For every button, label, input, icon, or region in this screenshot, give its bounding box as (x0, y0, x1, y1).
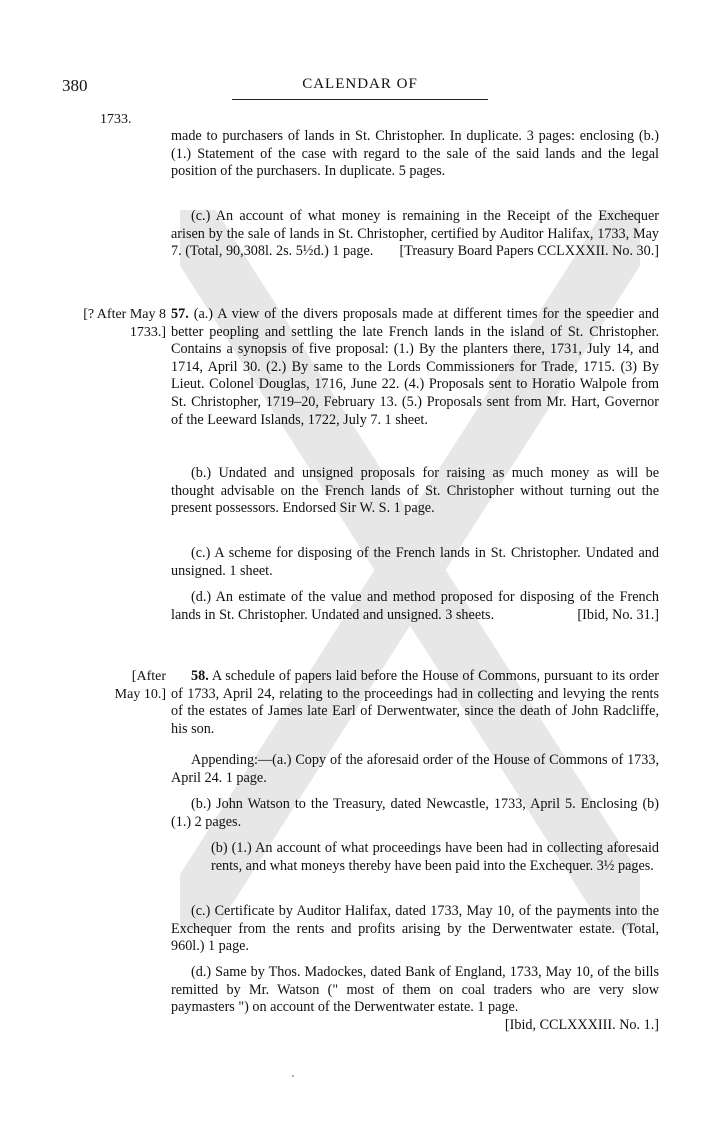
entry-56-continuation: made to purchasers of lands in St. Christopher. In duplicate. 3 pages: enclosing (b.) (1.) Statement of the case with regard to the sale of the said lands and the legal position of the purchasers. In duplicate. 5 pages. (171, 128, 659, 180)
margin-date-1: 1733. (100, 112, 132, 127)
running-title: CALENDAR OF (302, 76, 418, 92)
margin-date-2a: [? After May 8 (83, 307, 166, 322)
margin-date-2b: 1733.] (129, 325, 166, 340)
reference-note: [Ibid, CCLXXXIII. No. 1.] (504, 1016, 659, 1033)
margin-date-3a: [After (131, 669, 166, 684)
entry-58-b: (b.) John Watson to the Treasury, dated Newcastle, 1733, April 5. Enclosing (b) (1.) 2 pages. (171, 796, 659, 830)
entry-57-b: (b.) Undated and unsigned proposals for raising as much money as will be thought advisable on the French lands of St. Christopher without turning out the present possessors. Endorsed Sir W. S. 1 page. (171, 465, 659, 517)
entry-number: 57. (171, 306, 189, 322)
entry-58-main: 58. A schedule of papers laid before the House of Commons, pursuant to its order of 1733, April 24, relating to the proceedings had in collecting and levying the rents of the estates of James late Earl of Derwentwater, since the death of John Radcliffe, his son. (171, 668, 660, 737)
entry-56-item-c: (c.) An account of what money is remaining in the Receipt of the Exchequer arisen by the sale of lands in St. Christopher, certified by Auditor Halifax, 1733, May 7. (Total, 90,308l. 2s. 5½d.) 1 page. [Treasury Board Papers CCLXXXII. No. 30.] (171, 208, 659, 260)
entry-57-d: (d.) An estimate of the value and method proposed for disposing of the French lands in St. Christopher. Undated and unsigned. 3 sheets. [Ibid, No. 31.] (171, 589, 659, 623)
paper-speck (292, 1075, 294, 1077)
entry-number: 58. (191, 668, 209, 684)
reference-note: [Treasury Board Papers CCLXXXII. No. 30.] (399, 243, 659, 260)
entry-58-a: Appending:—(a.) Copy of the aforesaid order of the House of Commons of 1733, April 24. 1 page. (171, 752, 659, 786)
entry-58-d: (d.) Same by Thos. Madockes, dated Bank of England, 1733, May 10, of the bills remitted by Mr. Watson (" most of them on coal traders who are very slow paymasters ") on account of the Derwentwater estate. 1 page. [Ibid, CCLXXXIII. No. 1.] (171, 964, 659, 1033)
page-number: 380 (62, 76, 88, 95)
reference-note: [Ibid, No. 31.] (577, 606, 659, 623)
entry-57-a: 57. (a.) A view of the divers proposals made at different times for the speedier and better peopling and settling the late French lands in the island of St. Christopher. Contains a synopsis of five proposal: (1.) By the planters there, 1731, July 14, and 1714, April 30. (2.) By same to the Lords Commissioners for Trade, 1715. (3) By Lieut. Colonel Douglas, 1716, June 22. (4.) Proposals sent to Horatio Walpole from St. Christopher, 1719–20, February 13. (5.) Proposals sent from Mr. Hart, Governor of the Leeward Islands, 1722, July 7. 1 sheet. (171, 306, 660, 428)
margin-date-3b: May 10.] (114, 687, 166, 702)
entry-57-c: (c.) A scheme for disposing of the French lands in St. Christopher. Undated and unsigned. 1 sheet. (171, 545, 659, 579)
header-rule (232, 99, 488, 100)
entry-58-b1: (b) (1.) An account of what proceedings have been had in collecting aforesaid rents, and what moneys thereby have been paid into the Exchequer. 3½ pages. (211, 840, 659, 874)
entry-58-c: (c.) Certificate by Auditor Halifax, dated 1733, May 10, of the payments into the Exchequer from the rents and profits arising by the Derwentwater estate. (Total, 960l.) 1 page. (171, 903, 659, 955)
